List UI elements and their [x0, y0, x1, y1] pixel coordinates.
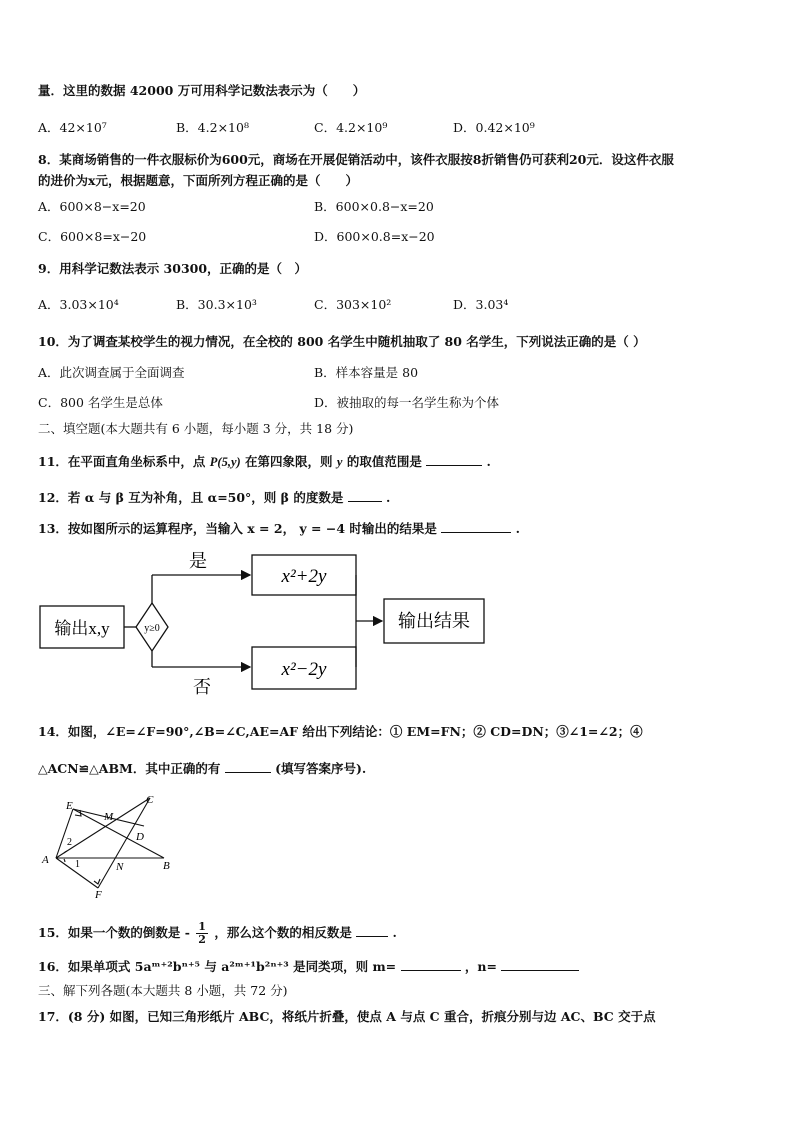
input-box-label: 输出x,y [54, 619, 110, 638]
q14-answer-blank[interactable] [225, 759, 271, 773]
figure14-label-1: 1 [75, 859, 80, 870]
geometry-figure-14 [36, 788, 186, 900]
q15-answer-blank[interactable] [356, 923, 388, 937]
output-box-label: 输出结果 [398, 611, 470, 631]
q16-n-label: ，n= [464, 959, 497, 974]
q11-middle: 在第四象限，则 [245, 454, 333, 469]
q14-stem-line2 [38, 759, 758, 778]
q9-option-b: B．30.3×10³ [176, 297, 257, 312]
q11-stem [38, 452, 758, 471]
q9-option-a: A．3.03×10⁴ [38, 297, 119, 312]
q12-end: . [386, 490, 391, 505]
q10-option-b: B．样本容量是 80 [314, 365, 419, 380]
q7-stem: 量．这里的数据 42000 万可用科学记数法表示为（ ） [38, 83, 366, 98]
q11-end: . [486, 454, 491, 469]
q7-option-b: B．4.2×10⁸ [176, 120, 249, 135]
q11-suffix: 的取值范围是 [346, 454, 422, 469]
q14-line2-text: △ACN≌△ABM．其中正确的有 [38, 761, 221, 776]
q13-text: 13．按如图所示的运算程序，当输入 x = 2， y = −4 时输出的结果是 [38, 521, 437, 536]
figure14-label-2: 2 [67, 837, 72, 848]
q10-option-a: A．此次调查属于全面调查 [38, 365, 185, 380]
q16-m-blank[interactable] [401, 957, 461, 971]
q7-option-d: D．0.42×10⁹ [453, 120, 535, 135]
figure14-label-m: M [104, 811, 114, 823]
q15-fraction-denominator: 2 [198, 933, 206, 946]
q11-answer-blank[interactable] [426, 452, 482, 466]
q8-option-d: D．600×0.8=x−20 [314, 229, 435, 244]
condition-label: y≥0 [144, 623, 160, 634]
q13-answer-blank[interactable] [441, 519, 511, 533]
q12-stem [38, 488, 758, 507]
q10-option-d: D．被抽取的每一名学生称为个体 [314, 395, 500, 410]
q9-option-d: D．3.03⁴ [453, 297, 509, 312]
q11-prefix: 11．在平面直角坐标系中，点 [38, 454, 206, 469]
q13-end: . [515, 521, 520, 536]
q7-option-c: C．4.2×10⁹ [314, 120, 388, 135]
q9-stem: 9．用科学记数法表示 30300，正确的是（ ） [38, 261, 308, 276]
q15-fraction-numerator: 1 [198, 920, 206, 933]
yes-label: 是 [189, 551, 207, 571]
figure14-label-b: B [163, 860, 170, 872]
q9-option-c: C．303×10² [314, 297, 392, 312]
no-label: 否 [193, 677, 211, 697]
q16-n-blank[interactable] [501, 957, 579, 971]
q8-option-c: C．600×8=x−20 [38, 229, 147, 244]
q14-stem-line1: 14．如图，∠E=∠F=90°,∠B=∠C,AE=AF 给出下列结论：① EM=FN；② CD=DN；③∠1=∠2；④ [38, 724, 643, 739]
q12-text: 12．若 α 与 β 互为补角，且 α=50°，则 β 的度数是 [38, 490, 344, 505]
q15-end: . [392, 925, 397, 940]
section-3-heading: 三、解下列各题(本大题共 8 小题，共 72 分) [38, 983, 288, 998]
q11-var: y [336, 455, 343, 469]
q16-text: 16．如果单项式 5aᵐ⁺²bⁿ⁺⁵ 与 a²ᵐ⁺¹b²ⁿ⁺³ 是同类项，则 m= [38, 959, 397, 974]
top-expression: x²+2y [281, 566, 327, 587]
operation-flowchart [30, 543, 500, 703]
q8-stem-line2: 的进价为x元，根据题意，下面所列方程正确的是（ ） [38, 173, 358, 188]
figure14-label-a: A [42, 854, 49, 866]
q10-stem: 10．为了调查某校学生的视力情况，在全校的 800 名学生中随机抽取了 80 名学生，下列说法正确的是（ ） [38, 334, 646, 349]
q15-fraction [196, 921, 208, 946]
figure14-label-f: F [95, 889, 102, 900]
q7-option-a: A．42×10⁷ [38, 120, 107, 135]
q11-point: P(5,y) [209, 455, 241, 469]
q8-option-b: B．600×0.8−x=20 [314, 199, 434, 214]
bottom-expression: x²−2y [281, 659, 327, 680]
q15-suffix: ，那么这个数的相反数是 [214, 925, 352, 940]
q10-option-c: C．800 名学生是总体 [38, 395, 163, 410]
figure14-label-c: C [146, 794, 154, 806]
q17-stem: 17．(8 分) 如图，已知三角形纸片 ABC，将纸片折叠，使点 A 与点 C 重合，折痕分别与边 AC、BC 交于点 [38, 1009, 656, 1024]
figure14-label-n: N [116, 861, 124, 873]
q8-option-a: A．600×8−x=20 [38, 199, 146, 214]
q13-stem [38, 519, 758, 538]
figure14-label-d: D [136, 831, 144, 843]
q12-answer-blank[interactable] [348, 488, 382, 502]
q15-stem [38, 919, 758, 947]
q8-stem-line1: 8．某商场销售的一件衣服标价为600元，商场在开展促销活动中，该件衣服按8折销售仍可获利20元．设这件衣服 [38, 152, 674, 167]
figure14-label-e: E [66, 800, 73, 812]
q15-prefix: 15．如果一个数的倒数是 - [38, 925, 190, 940]
q14-line2-suffix: (填写答案序号). [275, 761, 367, 776]
q16-stem [38, 957, 758, 976]
section-2-heading: 二、填空题(本大题共有 6 小题，每小题 3 分，共 18 分) [38, 421, 354, 436]
